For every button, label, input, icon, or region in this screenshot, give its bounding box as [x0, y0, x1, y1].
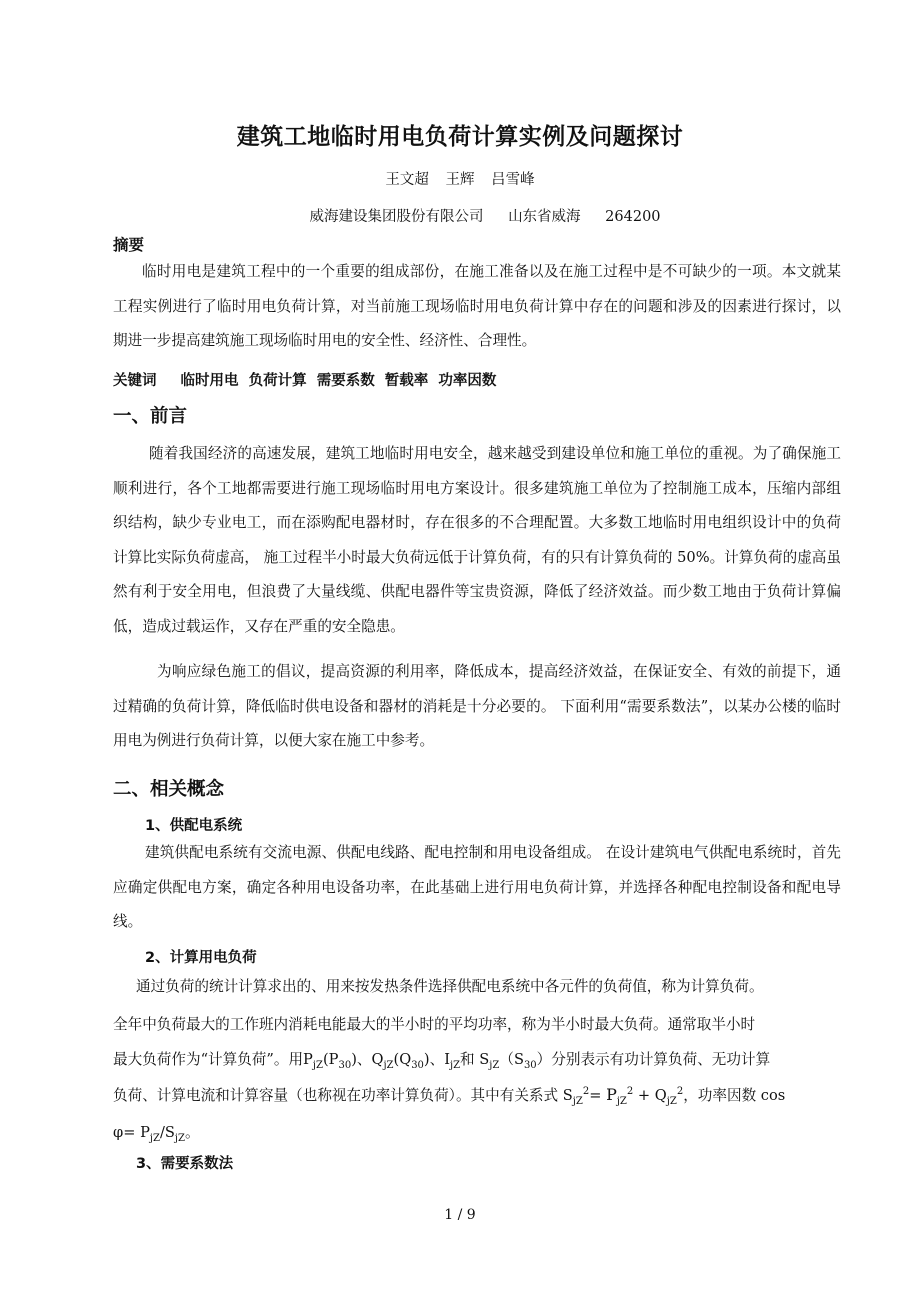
subsection-2-line-4: 负荷、计算电流和计算容量（也称视在功率计算负荷）。其中有关系式 $S_{jZ}^2= P_{jZ}^2 + Q_{jZ}^2$，功率因数 cos	[113, 1085, 786, 1107]
affiliation-company: 威海建设集团股份有限公司	[309, 209, 484, 225]
affiliation-postcode: 264200	[605, 209, 661, 225]
subsection-3-heading: 3、需要系数法	[136, 1156, 234, 1172]
abstract-heading: 摘要	[113, 236, 145, 254]
author-list	[0, 168, 920, 189]
subsection-2-line-3: 最大负荷作为“计算负荷”。用$P_{jZ}(P_{30})$、$Q_{jZ}(Q_{30})$、$I_{jZ}$和 $S_{jZ}(S_{30})$分别表示有功计算负荷、无功计算	[113, 1051, 771, 1071]
author-name: 吕雪峰	[491, 172, 535, 188]
subsection-2-line-1: 通过负荷的统计计算求出的、用来按发热条件选择供配电系统中各元件的负荷值，称为计算负荷。	[136, 978, 764, 995]
section-1-paragraph-1: 随着我国经济的高速发展，建筑工地临时用电安全，越来越受到建设单位和施工单位的重视。为了确保施工顺利进行，各个工地都需要进行施工现场临时用电方案设计。很多建筑施工单位为了控制施工成本，压缩内部组织结构，缺少专业电工，而在添购配电器材时，存在很多的不合理配置。大多数工地临时用电组织设计中的负荷计算比实际负荷虚高， 施工过程半小时最大负荷远低于计算负荷，有的只有计算负荷的 50%。计算负荷的虚高虽然有利于安全用电，但浪费了大量线缆、供配电器件等宝贵资源，降低了经济效益。而少数工地由于负荷计算偏低，造成过载运作，又存在严重的安全隐患。	[113, 445, 841, 635]
affiliation-location: 山东省威海	[508, 209, 581, 225]
section-2-heading: 二、相关概念	[113, 779, 225, 800]
subsection-1-text: 建筑供配电系统有交流电源、供配电线路、配电控制和用电设备组成。 在设计建筑电气供配电系统时，首先应确定供配电方案，确定各种用电设备功率，在此基础上进行用电负荷计算，并选择各种配电控制设备和配电导线。	[113, 844, 841, 930]
keywords	[113, 369, 496, 390]
author-name: 王文超	[385, 172, 429, 188]
subsection-2-line-5: $\varphi= P_{jZ}/S_{jZ}$。	[113, 1124, 200, 1144]
document-title: 建筑工地临时用电负荷计算实例及问题探讨	[236, 124, 684, 150]
keywords-label: 关键词	[113, 373, 157, 389]
section-1-paragraph-2: 为响应绿色施工的倡议，提高资源的利用率，降低成本，提高经济效益，在保证安全、有效的前提下，通过精确的负荷计算，降低临时供电设备和器材的消耗是十分必要的。 下面利用“需要系数法”，以某办公楼的临时用电为例进行负荷计算，以便大家在施工中参考。	[113, 663, 841, 749]
author-name: 王辉	[445, 172, 475, 188]
keywords-terms: 临时用电 负荷计算 需要系数 暂载率 功率因数	[180, 373, 497, 389]
subsection-1-heading: 1、供配电系统	[145, 818, 243, 834]
section-1-heading: 一、前言	[113, 406, 188, 427]
page-number: 1 / 9	[444, 1207, 476, 1223]
subsection-2-heading: 2、计算用电负荷	[145, 950, 257, 966]
affiliation	[0, 205, 920, 226]
abstract-text: 临时用电是建筑工程中的一个重要的组成部份，在施工准备以及在施工过程中是不可缺少的一项。本文就某工程实例进行了临时用电负荷计算，对当前施工现场临时用电负荷计算中存在的问题和涉及的因素进行探讨，以期进一步提高建筑施工现场临时用电的安全性、经济性、合理性。	[113, 263, 841, 349]
subsection-2-line-2: 全年中负荷最大的工作班内消耗电能最大的半小时的平均功率，称为半小时最大负荷。通常取半小时	[113, 1016, 756, 1033]
